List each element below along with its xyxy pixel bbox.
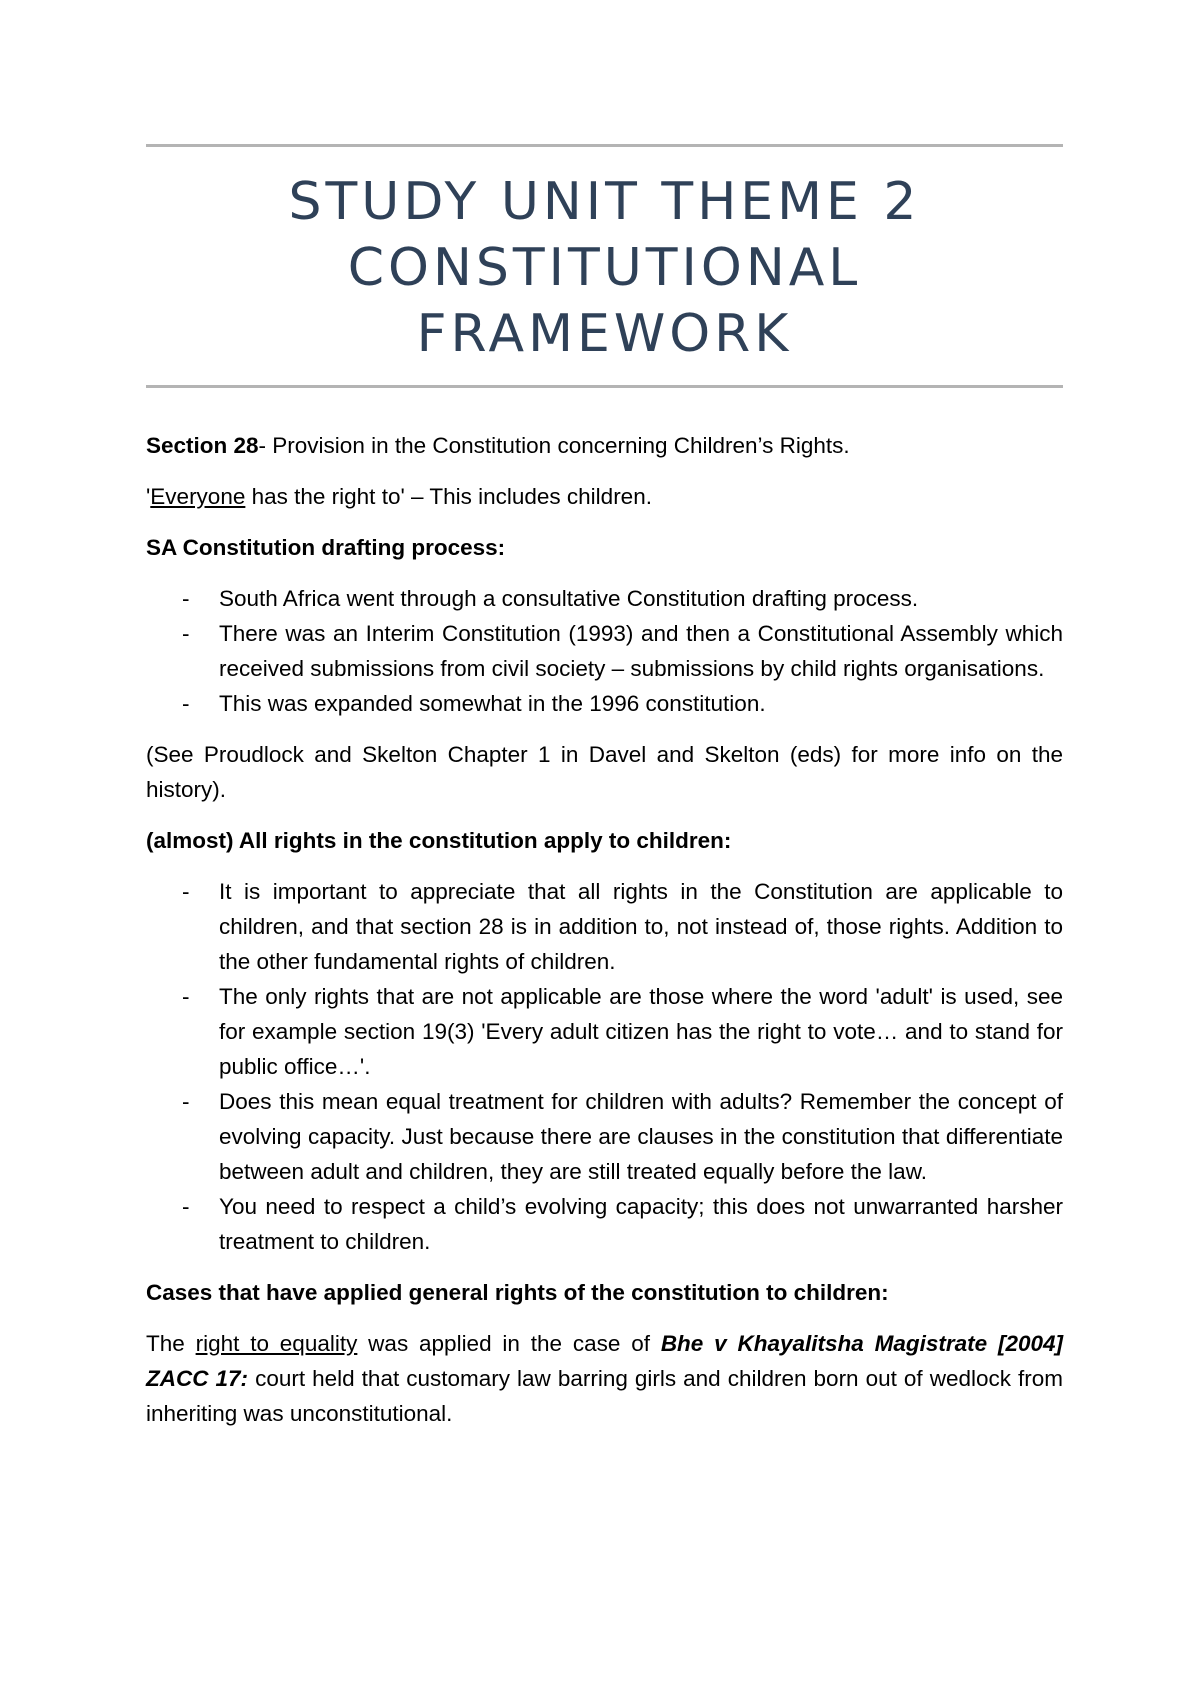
drafting-process-list — [146, 581, 1063, 721]
list-marker: - — [182, 1089, 190, 1114]
document-title — [146, 147, 1063, 385]
title-line-3: FRAMEWORK — [416, 304, 793, 364]
document-body — [146, 428, 1063, 1431]
title-bottom-rule — [146, 385, 1063, 388]
list-item — [146, 616, 1063, 686]
heading-all-rights: (almost) All rights in the constitution apply to children: — [146, 828, 732, 853]
title-line-2: CONSTITUTIONAL — [347, 238, 862, 298]
list-marker: - — [182, 621, 190, 646]
list-marker: - — [182, 879, 190, 904]
bhe-mid: was applied in the case of — [357, 1331, 661, 1356]
list-marker: - — [182, 1194, 190, 1219]
list-item-text: This was expanded somewhat in the 1996 constitution. — [219, 691, 766, 716]
everyone-word: Everyone — [150, 484, 246, 509]
all-rights-list — [146, 874, 1063, 1259]
list-item — [146, 686, 1063, 721]
document-page — [146, 144, 1063, 1447]
bhe-case-citation: Bhe v Khayalitsha Magistrate [2004] ZACC 17: — [146, 1331, 1064, 1391]
list-item-text: South Africa went through a consultative Constitution drafting process. — [219, 586, 919, 611]
everyone-text: has the right to' – This includes children. — [245, 484, 652, 509]
list-item — [146, 979, 1063, 1084]
section-28-label: Section 28 — [146, 433, 259, 458]
bhe-lead: The — [146, 1331, 196, 1356]
list-item — [146, 581, 1063, 616]
list-marker: - — [182, 586, 190, 611]
section-28-paragraph — [146, 428, 1063, 463]
list-item — [146, 1084, 1063, 1189]
list-item-text: Does this mean equal treatment for children with adults? Remember the concept of evolving capacity. Just because there are clauses in the constitution that differentiate between adult and children, they are still treated equally before the law. — [219, 1089, 1063, 1184]
list-item — [146, 874, 1063, 979]
history-reference-paragraph: (See Proudlock and Skelton Chapter 1 in Davel and Skelton (eds) for more info on the history). — [146, 742, 1063, 802]
bhe-rest: court held that customary law barring girls and children born out of wedlock from inheriting was unconstitutional. — [146, 1366, 1064, 1426]
heading-cases: Cases that have applied general rights of the constitution to children: — [146, 1280, 889, 1305]
bhe-case-paragraph — [146, 1326, 1063, 1431]
everyone-quote: ' — [146, 484, 151, 509]
list-marker: - — [182, 984, 190, 1009]
right-to-equality: right to equality — [195, 1331, 358, 1356]
list-marker: - — [182, 691, 190, 716]
list-item — [146, 1189, 1063, 1259]
list-item-text: There was an Interim Constitution (1993) and then a Constitutional Assembly which received submissions from civil society – submissions by child rights organisations. — [219, 621, 1063, 681]
section-28-text: - Provision in the Constitution concerning Children’s Rights. — [258, 433, 850, 458]
heading-drafting-process: SA Constitution drafting process: — [146, 535, 506, 560]
list-item-text: It is important to appreciate that all rights in the Constitution are applicable to children, and that section 28 is in addition to, not instead of, those rights. Addition to the other fundamental rights of children. — [219, 879, 1063, 974]
everyone-paragraph — [146, 479, 1063, 514]
title-line-1: STUDY UNIT THEME 2 — [288, 172, 921, 232]
list-item-text: The only rights that are not applicable are those where the word 'adult' is used, see for example section 19(3) 'Every adult citizen has the right to vote… and to stand for public office…'. — [219, 984, 1063, 1079]
list-item-text: You need to respect a child’s evolving capacity; this does not unwarranted harsher treatment to children. — [219, 1194, 1063, 1254]
